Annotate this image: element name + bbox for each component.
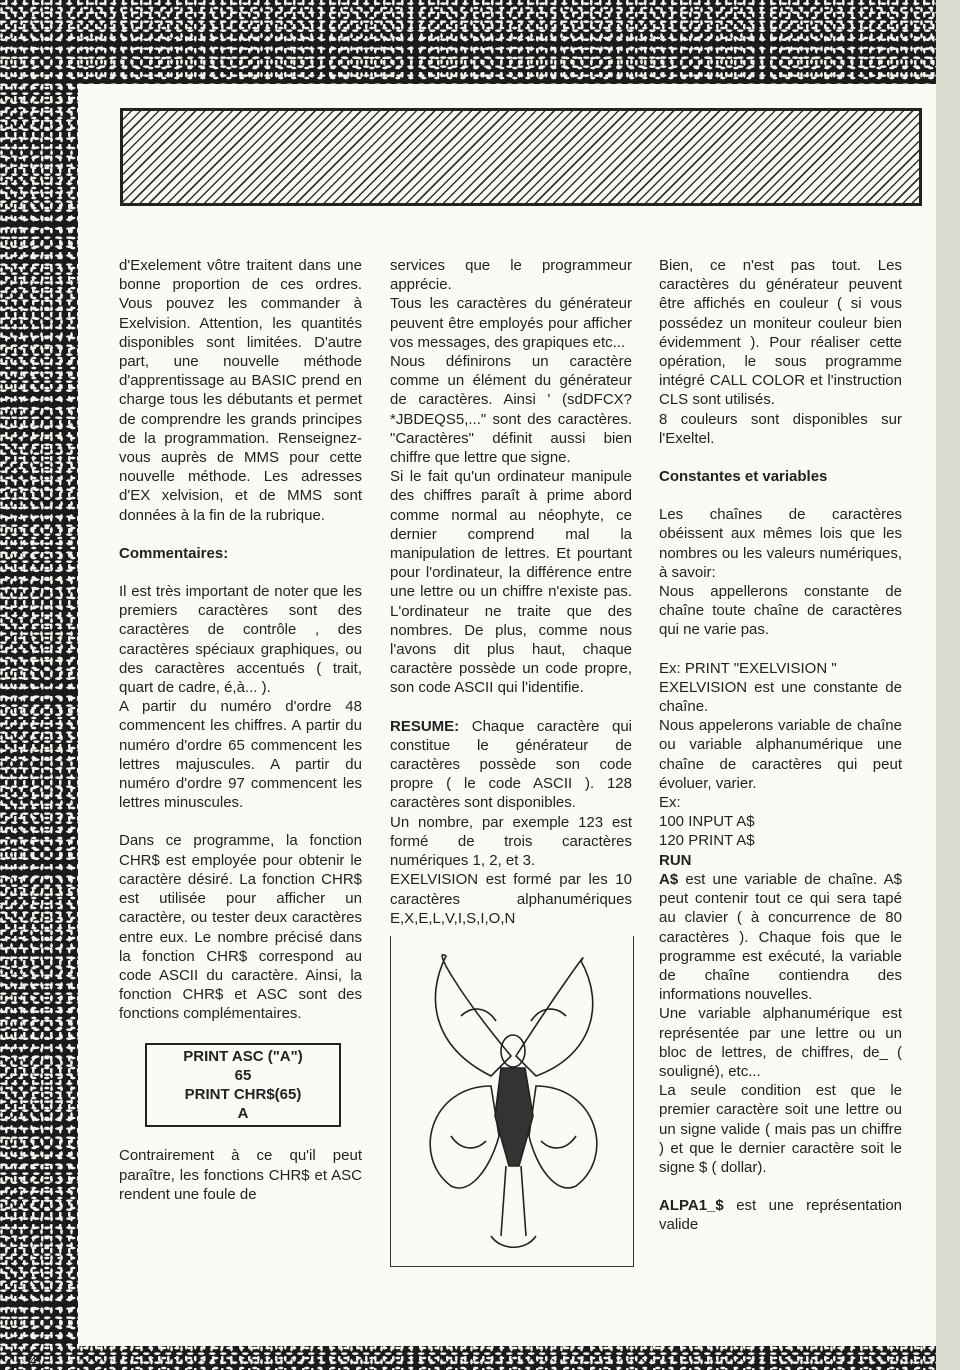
code-line: PRINT ASC ("A") [183, 1047, 303, 1065]
alpa-paragraph [659, 1196, 902, 1234]
code-line: A [237, 1105, 249, 1123]
section-heading-constantes: Constantes et variables [659, 468, 828, 486]
paragraph: Il est très important de noter que les premiers caractères sont des caractères de contrôle , des caractères spéciaux graphiques, ou des caractères accentués ( trait, quart de cadre, é,à... ). [119, 583, 362, 697]
resume-label: RESUME: [390, 717, 460, 735]
code-line: PRINT CHR$(65) [184, 1085, 302, 1103]
paragraph: Contrairement à ce qu'il peut paraître, les fonctions CHR$ et ASC rendent une foule de [119, 1147, 362, 1203]
code-line: 120 PRINT A$ [659, 832, 755, 850]
winged-figure-drawing [391, 936, 633, 1266]
paragraph: 8 couleurs sont disponibles sur l'Exeltel. [659, 410, 902, 447]
code-line: 100 INPUT A$ [659, 813, 755, 831]
alpa-label: ALPA1_$ [659, 1197, 724, 1215]
paragraph: Tous les caractères du générateur peuvent être employés pour afficher vos messages, des grapiques etc... [390, 295, 632, 351]
hatched-header-banner [120, 108, 922, 206]
section-heading-commentaires: Commentaires: [119, 544, 229, 562]
example-line: Ex: PRINT "EXELVISION " [659, 659, 837, 677]
column-2 [390, 256, 632, 1267]
paragraph: Les chaînes de caractères obéissent aux mêmes lois que les nombres ou les valeurs numériques, à savoir: [659, 506, 902, 581]
paragraph: EXELVISION est une constante de chaîne. [659, 678, 902, 716]
run-keyword: RUN [659, 851, 692, 869]
code-line: 65 [234, 1066, 252, 1084]
alpa-text: est une représentation valide [659, 1197, 902, 1234]
paragraph: Un nombre, par exemple 123 est formé de trois caractères numériques 1, 2, et 3. [390, 813, 632, 870]
paragraph: La seule condition est que le premier caractère soit une lettre ou un signe valide ( mais pas un chiffre ) et que le dernier caractère soit le signe $ ( dollar). [659, 1082, 902, 1176]
paragraph: Nous définirons un caractère comme un élément du générateur de caractères. Ainsi ' (sdDFCX?*JBDEQS5,..." sont des caractères. "Caractères" définit aussi bien chiffre que lettre que signe. [390, 353, 632, 467]
variable-text: est une variable de chaîne. A$ peut contenir tout ce qui sera tapé au clavier ( à concurrence de 80 caractères ). Chaque fois que le programme est exécuté, la variable de chaîne contiendra des informations nouvelles. [659, 870, 902, 1004]
paragraph: Bien, ce n'est pas tout. Les caractères du générateur peuvent être affichés en couleur ( si vous possédez un moniteur couleur bien évidemment ). Pour réaliser cette opération, le sous programme intégré CALL COLOR et l'instruction CLS sont utilisés. [659, 257, 902, 409]
column-1 [119, 256, 362, 1204]
page-edge-strip [936, 0, 960, 1370]
column-3 [659, 256, 902, 1235]
variable-paragraph [659, 870, 902, 1004]
example-label: Ex: [659, 794, 681, 812]
code-line [659, 851, 902, 870]
code-example-box [145, 1043, 341, 1128]
paragraph: Si le fait qu'un ordinateur manipule des chiffres paraît à prime abord comme normal au néophyte, ce dernier comprend mal la manipulation de lettres. Et pourtant pour l'ordinateur, la différence entre une lettre ou un chiffre n'existe pas. L'ordinateur ne traite que des nombres. De plus, comme nous l'avons dit plus haut, chaque caractère possède un code propre, son code ASCII qui l'identifie. [390, 468, 632, 697]
paragraph: Une variable alphanumérique est représentée par une lettre ou un bloc de lettres, de chiffres, de_ ( souligné), etc... [659, 1005, 902, 1080]
paragraph: d'Exelement vôtre traitent dans une bonne proportion de ces ordres. Vous pouvez les commander à Exelvision. Attention, les quantités disponibles sont limitées. D'autre part, une nouvelle méthode d'apprentissage au BASIC prend en charge tous les débutants et permet de comprendre les grands principes de la programmation. Renseignez-vous auprès de MMS pour cette nouvelle méthode. Les adresses d'EX xelvision, et de MMS sont données à la fin de la rubrique. [119, 257, 362, 524]
page-number: 4 [30, 1354, 37, 1368]
illustration-winged-figure [390, 936, 634, 1267]
paragraph: A partir du numéro d'ordre 48 commencent les chiffres. A partir du numéro d'ordre 65 commencent les lettres majuscules. A partir du numéro d'ordre 97 commencent les lettres minuscules. [119, 698, 362, 812]
paragraph: services que le programmeur apprécie. [390, 257, 632, 294]
paragraph: Nous appelerons variable de chaîne ou variable alphanumérique une chaîne de caractères qui peut évoluer, varier. [659, 717, 902, 792]
variable-label: A$ [659, 870, 679, 888]
resume-paragraph [390, 717, 632, 813]
resume-text: Chaque caractère qui constitue le générateur de caractères possède son code propre ( le code ASCII ). 128 caractères sont disponibles. [390, 717, 632, 812]
paragraph: Dans ce programme, la fonction CHR$ est employée pour obtenir le caractère désiré. La fonction CHR$ est utilisée pour afficher un caractère, ou tester deux caractères entre eux. Le nombre précisé dans la fonction CHR$ correspond au code ASCII du caractère. Ainsi, la fonction CHR$ et ASC sont des fonctions complémentaires. [119, 832, 362, 1023]
paragraph: EXELVISION est formé par les 10 caractères alphanumériques E,X,E,L,V,I,S,I,O,N [390, 871, 632, 927]
paragraph: Nous appellerons constante de chaîne toute chaîne de caractères qui ne varie pas. [659, 583, 902, 639]
